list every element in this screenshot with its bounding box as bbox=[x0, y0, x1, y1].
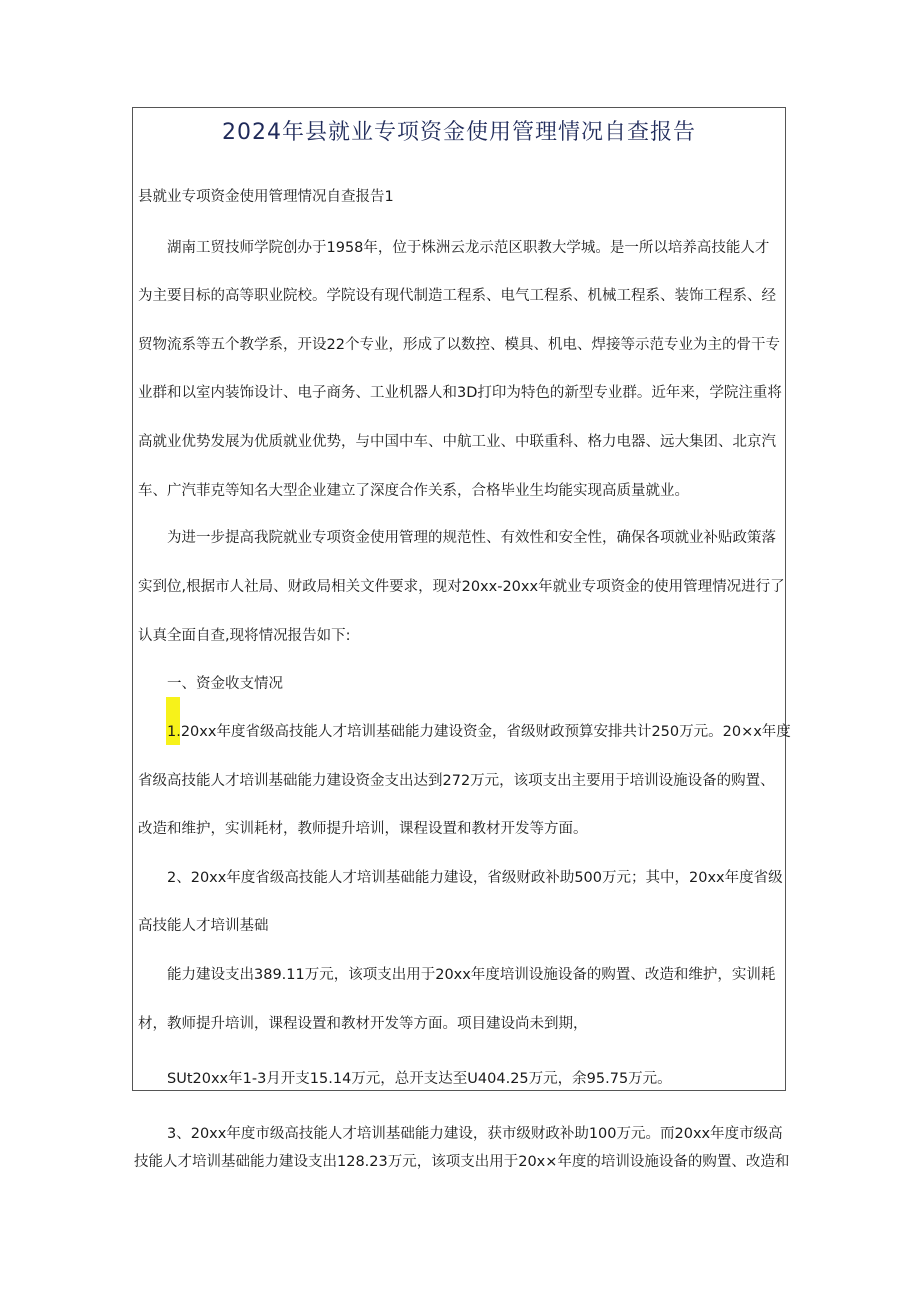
subsection-heading: 一、资金收支情况 bbox=[167, 676, 283, 692]
paragraph-line: 高技能人才培训基础 bbox=[138, 918, 269, 934]
paragraph-line: 贸物流系等五个教学系，开设22个专业，形成了以数控、模具、机电、焊接等示范专业为主的骨干专 bbox=[138, 337, 780, 353]
paragraph-line: 3、20xx年度市级高技能人才培训基础能力建设，获市级财政补助100万元。而20xx年度市级高 bbox=[167, 1126, 783, 1142]
paragraph-line: 业群和以室内装饰设计、电子商务、工业机器人和3D打印为特色的新型专业群。近年来，学院注重将 bbox=[138, 385, 782, 401]
paragraph-line: 实到位,根据市人社局、财政局相关文件要求，现对20xx-20xx年就业专项资金的使用管理情况进行了 bbox=[138, 579, 785, 595]
paragraph-line: 能力建设支出389.11万元，该项支出用于20xx年度培训设施设备的购置、改造和维护，实训耗 bbox=[167, 967, 776, 983]
paragraph-line: 高就业优势发展为优质就业优势，与中国中车、中航工业、中联重科、格力电器、远大集团、北京汽 bbox=[138, 434, 776, 450]
paragraph-line: 1.20xx年度省级高技能人才培训基础能力建设资金，省级财政预算安排共计250万元。20×x年度 bbox=[167, 724, 791, 740]
paragraph-line: 改造和维护，实训耗材，教师提升培训，课程设置和教材开发等方面。 bbox=[138, 821, 588, 837]
document-title: 2024年县就业专项资金使用管理情况自查报告 bbox=[222, 120, 696, 145]
paragraph-line: 材，教师提升培训，课程设置和教材开发等方面。项目建设尚未到期， bbox=[138, 1016, 588, 1032]
paragraph-line: 湖南工贸技师学院创办于1958年，位于株洲云龙示范区职教大学城。是一所以培养高技能人才 bbox=[167, 240, 770, 256]
paragraph-line: 认真全面自查,现将情况报告如下: bbox=[138, 628, 351, 644]
paragraph-line: 为主要目标的高等职业院校。学院设有现代制造工程系、电气工程系、机械工程系、装饰工程系、经 bbox=[138, 288, 776, 304]
paragraph-line: 技能人才培训基础能力建设支出128.23万元，该项支出用于20x×年度的培训设施设备的购置、改造和 bbox=[134, 1154, 790, 1170]
paragraph-line: 省级高技能人才培训基础能力建设资金支出达到272万元，该项支出主要用于培训设施设备的购置、 bbox=[138, 773, 775, 789]
section-heading: 县就业专项资金使用管理情况自查报告1 bbox=[138, 189, 394, 205]
paragraph-line: SUt20xx年1-3月开支15.14万元，总开支达至U404.25万元，余95.75万元。 bbox=[167, 1071, 672, 1087]
paragraph-line: 车、广汽菲克等知名大型企业建立了深度合作关系，合格毕业生均能实现高质量就业。 bbox=[138, 483, 689, 499]
paragraph-line: 为进一步提高我院就业专项资金使用管理的规范性、有效性和安全性，确保各项就业补贴政策落 bbox=[167, 530, 776, 546]
paragraph-line: 2、20xx年度省级高技能人才培训基础能力建设，省级财政补助500万元；其中，20xx年度省级 bbox=[167, 870, 783, 886]
